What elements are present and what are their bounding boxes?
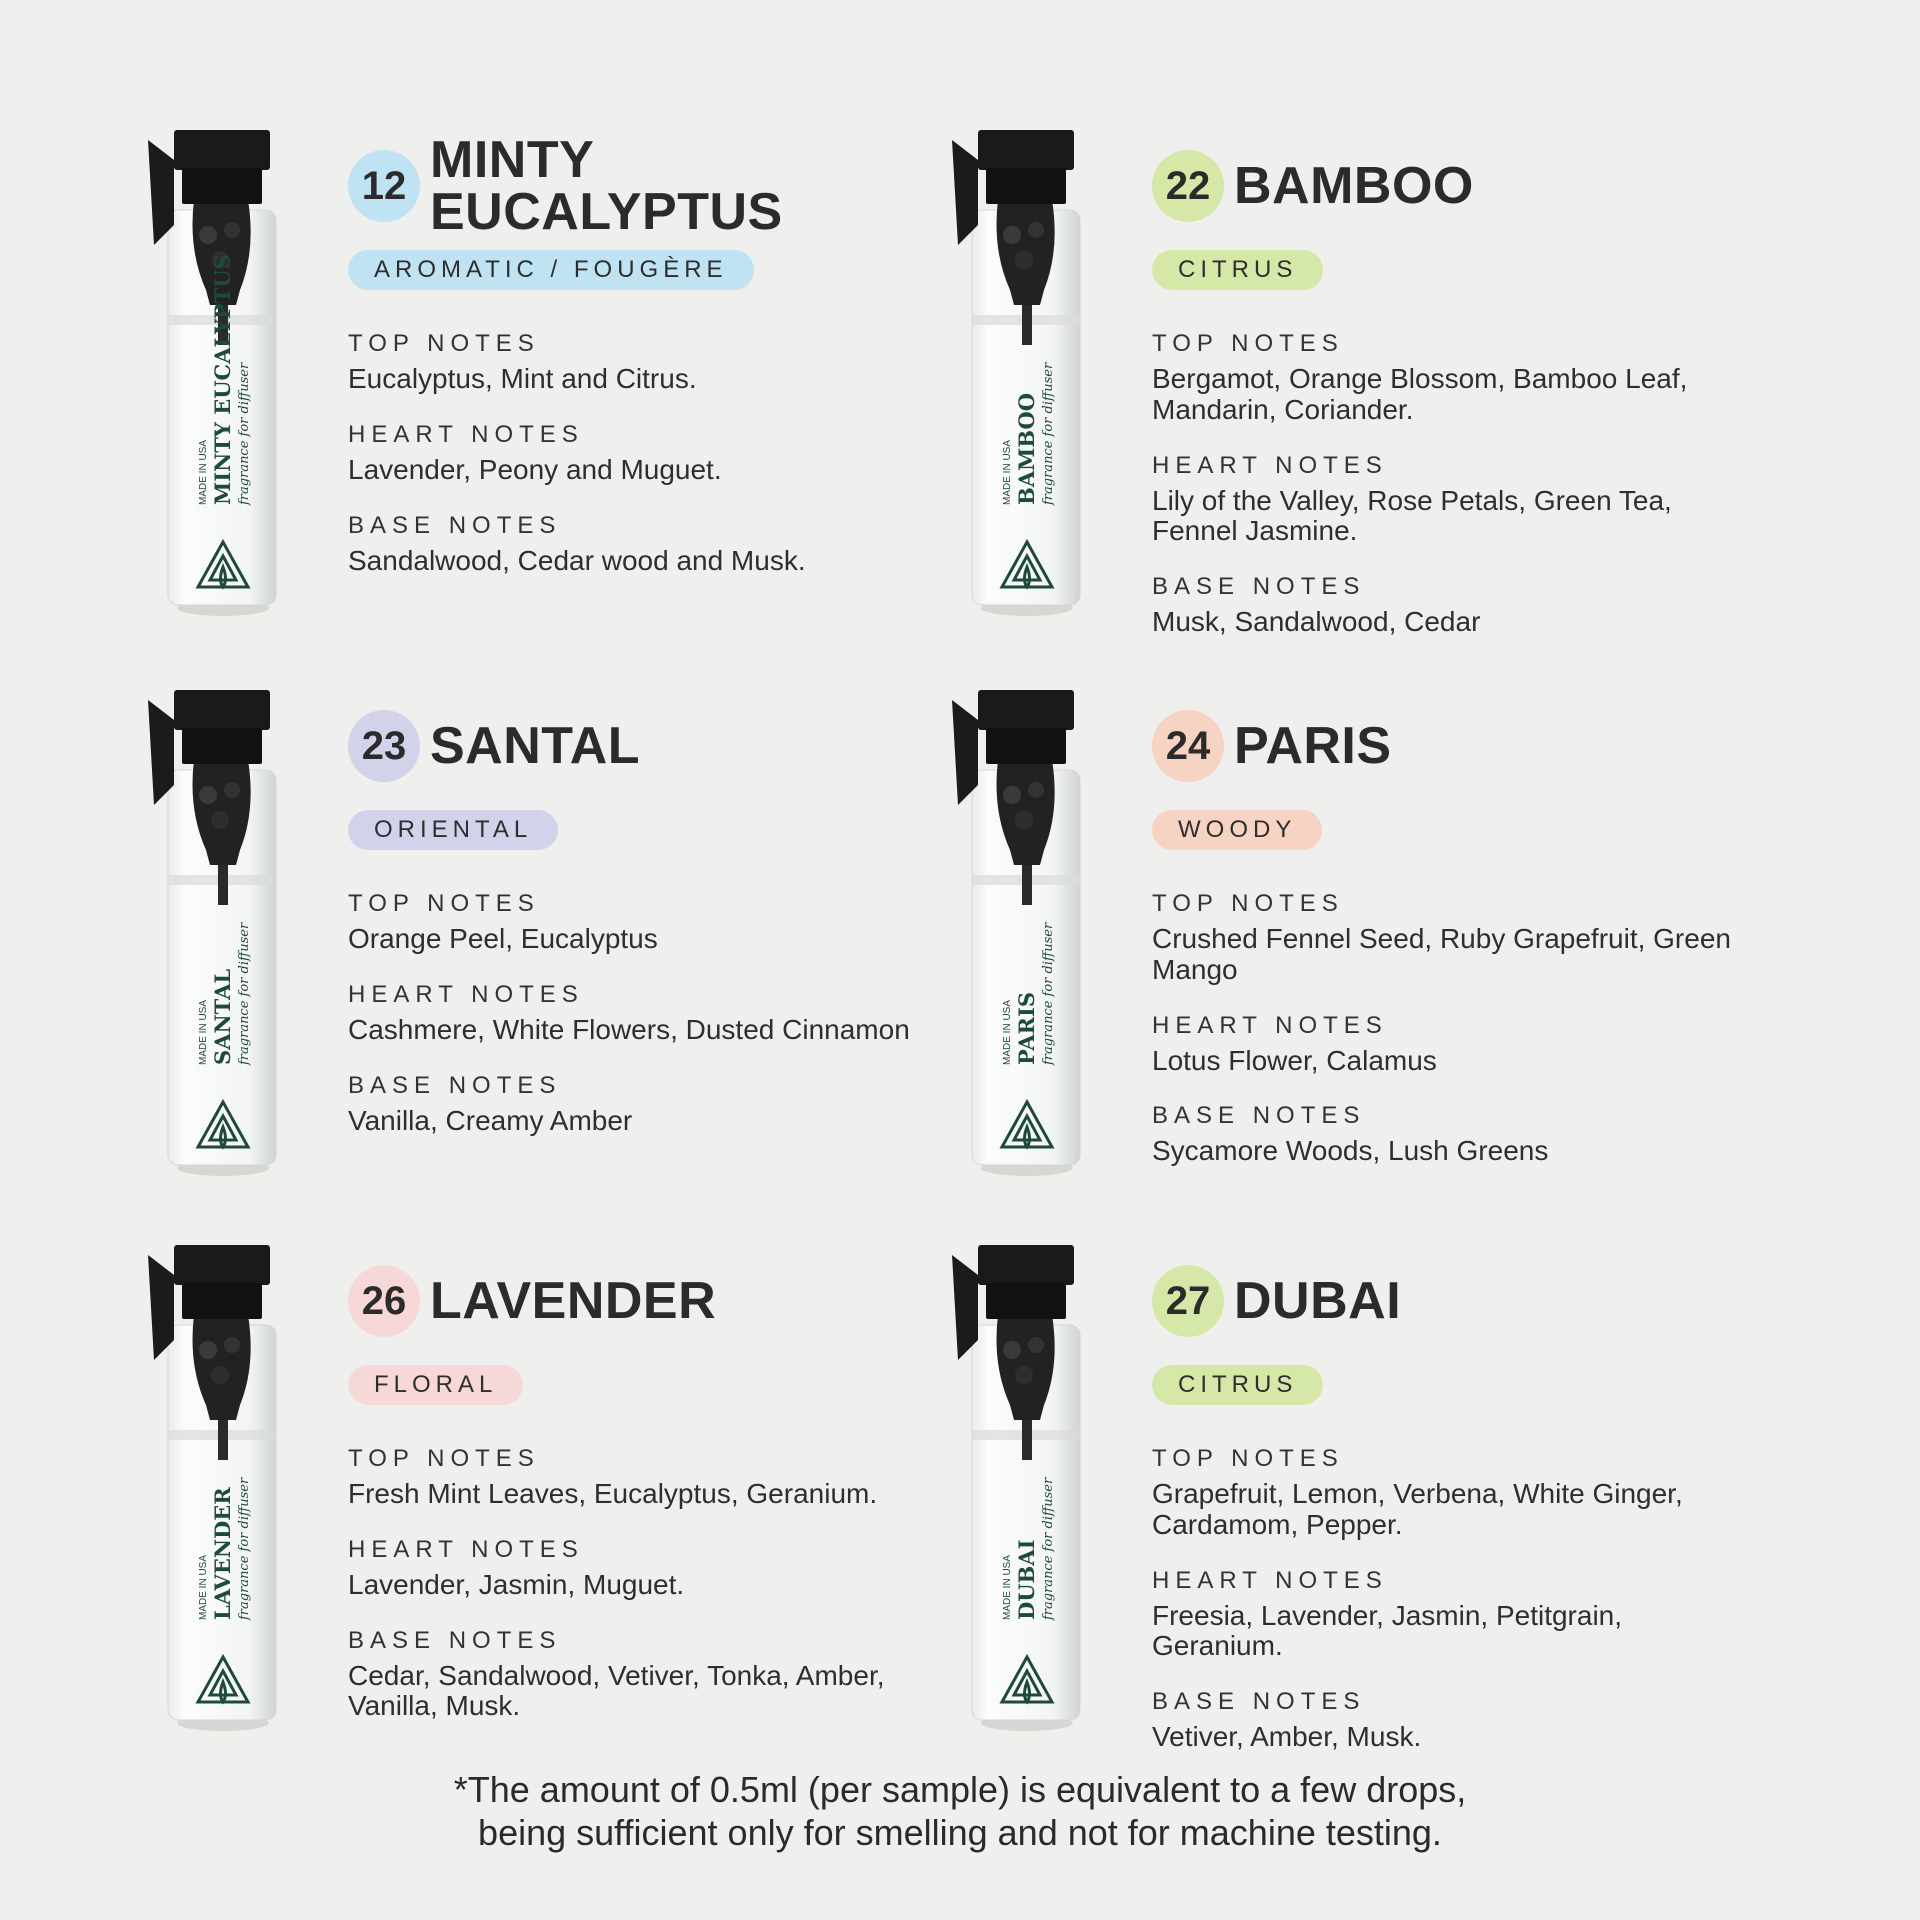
heart-notes-label: HEART NOTES <box>348 980 584 1008</box>
product-card <box>148 1245 968 1765</box>
top-notes-text: Orange Peel, Eucalyptus <box>348 923 658 954</box>
base-notes-label: BASE NOTES <box>1152 573 1366 601</box>
footnote <box>0 1768 1920 1854</box>
top-notes-label: TOP NOTES <box>1152 330 1344 357</box>
scent-family-badge: ORIENTAL <box>348 810 558 850</box>
product-number: 24 <box>1152 710 1224 782</box>
product-header <box>348 1245 948 1357</box>
heart-notes-label: HEART NOTES <box>1152 1566 1388 1594</box>
product-name: SANTAL <box>430 717 641 775</box>
product-number: 26 <box>348 1265 420 1337</box>
top-notes-label: TOP NOTES <box>348 330 540 357</box>
footnote-line-2: being sufficient only for smelling and not for machine testing. <box>478 1812 1442 1854</box>
product-header <box>348 690 948 802</box>
vial-made-label: MADE IN USA <box>198 1554 209 1620</box>
vial-subtitle: fragrance for diffuser <box>1041 922 1056 1065</box>
base-notes-label: BASE NOTES <box>348 1626 562 1654</box>
top-notes-text: Crushed Fennel Seed, Ruby Grapefruit, Green Mango <box>1152 923 1731 985</box>
heart-notes-text: Lavender, Peony and Muguet. <box>348 453 722 485</box>
scent-family-badge: CITRUS <box>1152 250 1323 290</box>
footnote-line-1: *The amount of 0.5ml (per sample) is equivalent to a few drops, <box>453 1769 1467 1810</box>
product-header <box>1152 130 1752 242</box>
base-notes-text: Sycamore Woods, Lush Greens <box>1152 1135 1549 1167</box>
vial-made-label: MADE IN USA <box>198 999 209 1065</box>
heart-notes-label: HEART NOTES <box>348 1535 584 1563</box>
vial-product-name: PARIS <box>1014 992 1039 1065</box>
base-notes-label: BASE NOTES <box>348 1071 562 1099</box>
product-header <box>1152 1245 1752 1357</box>
sample-vial-image <box>952 1245 1102 1735</box>
sample-vial-image <box>952 690 1102 1180</box>
vial-product-name: MINTY EUCALYPTUS <box>210 254 235 505</box>
base-notes-text: Vetiver, Amber, Musk. <box>1152 1721 1422 1753</box>
heart-notes-text: Freesia, Lavender, Jasmin, Petitgrain, Geranium. <box>1152 1599 1623 1662</box>
vial-product-name: LAVENDER <box>210 1487 235 1620</box>
heart-notes-label: HEART NOTES <box>1152 451 1388 479</box>
product-info <box>1152 130 1752 638</box>
base-notes-label: BASE NOTES <box>1152 1102 1366 1130</box>
top-notes-text: Eucalyptus, Mint and Citrus. <box>348 363 697 394</box>
sample-vial-image <box>148 130 298 620</box>
vial-made-label: MADE IN USA <box>1002 439 1013 505</box>
sample-vial-image <box>148 690 298 1180</box>
heart-notes-label: HEART NOTES <box>348 420 584 448</box>
scent-family-badge: AROMATIC / FOUGÈRE <box>348 250 754 290</box>
vial-made-label: MADE IN USA <box>198 439 209 505</box>
top-notes-text: Grapefruit, Lemon, Verbena, White Ginger, Cardamom, Pepper. <box>1152 1478 1683 1540</box>
top-notes-label: TOP NOTES <box>1152 890 1344 917</box>
vial-made-label: MADE IN USA <box>1002 1554 1013 1620</box>
product-card <box>148 690 968 1210</box>
product-number: 23 <box>348 710 420 782</box>
product-card <box>148 130 968 650</box>
product-header <box>1152 690 1752 802</box>
base-notes-label: BASE NOTES <box>348 511 562 539</box>
heart-notes-text: Lotus Flower, Calamus <box>1152 1044 1437 1076</box>
heart-notes-text: Lavender, Jasmin, Muguet. <box>348 1568 685 1600</box>
heart-notes-label: HEART NOTES <box>1152 1011 1388 1039</box>
vial-product-name: SANTAL <box>210 968 235 1065</box>
scent-family-badge: CITRUS <box>1152 1365 1323 1405</box>
product-name: LAVENDER <box>430 1272 717 1330</box>
product-info <box>1152 1245 1752 1753</box>
vial-subtitle: fragrance for diffuser <box>1041 1477 1056 1620</box>
product-card <box>952 690 1772 1210</box>
base-notes-text: Musk, Sandalwood, Cedar <box>1152 606 1481 638</box>
top-notes-text: Bergamot, Orange Blossom, Bamboo Leaf, Mandarin, Coriander. <box>1152 363 1688 425</box>
vial-subtitle: fragrance for diffuser <box>237 362 252 505</box>
vial-made-label: MADE IN USA <box>1002 999 1013 1065</box>
vial-subtitle: fragrance for diffuser <box>237 1477 252 1620</box>
base-notes-text: Sandalwood, Cedar wood and Musk. <box>348 544 806 576</box>
sample-vial-image <box>148 1245 298 1735</box>
base-notes-label: BASE NOTES <box>1152 1688 1366 1716</box>
vial-subtitle: fragrance for diffuser <box>237 922 252 1065</box>
top-notes-label: TOP NOTES <box>348 1445 540 1472</box>
product-name: MINTY EUCALYPTUS <box>430 131 783 241</box>
scent-family-badge: FLORAL <box>348 1365 523 1405</box>
base-notes-text: Vanilla, Creamy Amber <box>348 1104 633 1136</box>
product-number: 27 <box>1152 1265 1224 1337</box>
product-card <box>952 130 1772 650</box>
product-card <box>952 1245 1772 1765</box>
product-info <box>348 1245 948 1722</box>
product-number: 12 <box>348 150 420 222</box>
top-notes-text: Fresh Mint Leaves, Eucalyptus, Geranium. <box>348 1478 878 1509</box>
base-notes-text: Cedar, Sandalwood, Vetiver, Tonka, Amber, Vanilla, Musk. <box>348 1659 885 1722</box>
product-name: PARIS <box>1234 717 1392 775</box>
vial-product-name: DUBAI <box>1014 1539 1039 1620</box>
top-notes-label: TOP NOTES <box>348 890 540 917</box>
product-info <box>348 130 948 576</box>
heart-notes-text: Lily of the Valley, Rose Petals, Green Tea, Fennel Jasmine. <box>1152 484 1672 547</box>
vial-subtitle: fragrance for diffuser <box>1041 362 1056 505</box>
product-name: DUBAI <box>1234 1272 1402 1330</box>
vial-product-name: BAMBOO <box>1014 392 1039 505</box>
product-header <box>348 130 948 242</box>
top-notes-label: TOP NOTES <box>1152 1445 1344 1472</box>
scent-family-badge: WOODY <box>1152 810 1322 850</box>
product-info <box>1152 690 1752 1167</box>
product-number: 22 <box>1152 150 1224 222</box>
product-name: BAMBOO <box>1234 157 1474 215</box>
sample-vial-image <box>952 130 1102 620</box>
product-info <box>348 690 948 1136</box>
heart-notes-text: Cashmere, White Flowers, Dusted Cinnamon <box>348 1013 910 1045</box>
